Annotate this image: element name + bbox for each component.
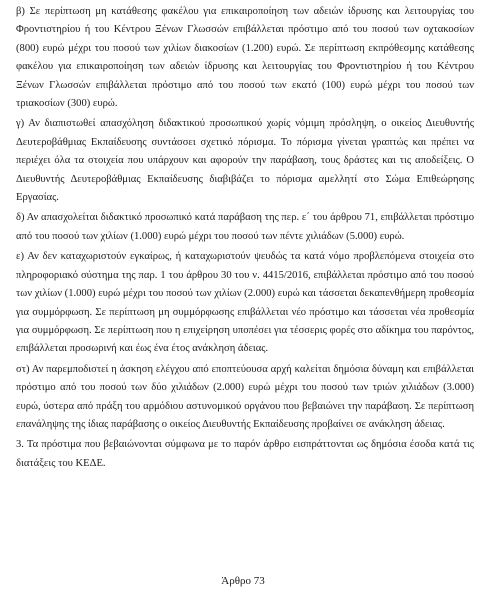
article-heading: Άρθρο 73 <box>221 575 265 587</box>
paragraph-stigma: στ) Αν παρεμποδιστεί η άσκηση ελέγχου από εποπτεύουσα αρχή καλείται δημόσια δύναμη και επιβάλλεται πρόστιμο από του ποσού των δύο χιλιάδων (2.000) ευρώ μέχρι του ποσού των τριών χιλιάδων (3.000) ευρώ, ύστερα από πράξη του αρμόδιου αστυνομικού οργάνου που βεβαιώνει την παράβαση. Σε περίπτωση επανάληψης της ίδιας παράβασης ο οικείος Διευθυντής Εκπαίδευσης προβαίνει σε ανάκληση άδειας. <box>16 363 474 430</box>
document-body <box>16 3 474 475</box>
paragraph-gamma: γ) Αν διαπιστωθεί απασχόληση διδακτικού προσωπικού χωρίς νόμιμη πρόσληψη, ο οικείος Διευθυντής Δευτεροβάθμιας Εκπαίδευσης συντάσσει σχετικό πόρισμα. Το πόρισμα γίνεται γραπτώς και πρέπει να περιέχει όλα τα στοιχεία που υπάρχουν και αφορούν την παράβαση, τους δράστες και τις αποδείξεις. Ο Διευθυντής Δευτεροβάθμιας Εκπαίδευσης διαβιβάζει το πόρισμα αμελλητί στο Σώμα Επιθεώρησης Εργασίας. <box>16 118 474 204</box>
paragraph-epsilon: ε) Αν δεν καταχωριστούν εγκαίρως, ή καταχωριστούν ψευδώς τα κατά νόμο προβλεπόμενα στοιχεία στο πληροφοριακό σύστημα της παρ. 1 του άρθρου 30 του ν. 4415/2016, επιβάλλεται πρόστιμο από του ποσού των χιλίων (1.000) ευρώ μέχρι του ποσού των χιλίων (2.000) ευρώ και τάσσεται δεκαπενθήμερη προθεσμία για συμμόρφωση. Σε περίπτωση μη συμμόρφωσης επιβάλλεται νέο πρόστιμο και τάσσεται νέα προθεσμία για συμμόρφωση. Σε περίπτωση που η επιχείρηση υποπέσει για τέσσερις φορές στο αδίκημα του παρόντος, επιβάλλεται προσωρινή και έως ένα έτος ανάκληση άδειας. <box>16 251 474 355</box>
paragraph-beta: β) Σε περίπτωση μη κατάθεσης φακέλου για επικαιροποίηση των αδειών ίδρυσης και λειτουργίας του Φροντιστηρίου ή του Κέντρου Ξένων Γλωσσών επιβάλλεται πρόστιμο από του ποσού των οχτακοσίων (800) ευρώ μέχρι του ποσού των χιλίων διακοσίων (1.200) ευρώ. Σε περίπτωση εκπρόθεσμης κατάθεσης φακέλου για επικαιροποίηση των αδειών ίδρυσης και λειτουργίας του Φροντιστηρίου ή του Κέντρου Ξένων Γλωσσών επιβάλλεται πρόστιμο από του ποσού των εκατό (100) ευρώ μέχρι του ποσού των τριακοσίων (300) ευρώ. <box>16 6 474 110</box>
paragraph-delta: δ) Αν απασχολείται διδακτικό προσωπικό κατά παράβαση της περ. ε΄ του άρθρου 71, επιβάλλεται πρόστιμο από του ποσού των χιλίων (1.000) ευρώ μέχρι του ποσού των πέντε χιλιάδων (5.000) ευρώ. <box>16 212 474 242</box>
paragraph-3: 3. Τα πρόστιμα που βεβαιώνονται σύμφωνα με το παρόν άρθρο εισπράττονται ως δημόσια έσοδα κατά τις διατάξεις του ΚΕΔΕ. <box>16 439 474 469</box>
